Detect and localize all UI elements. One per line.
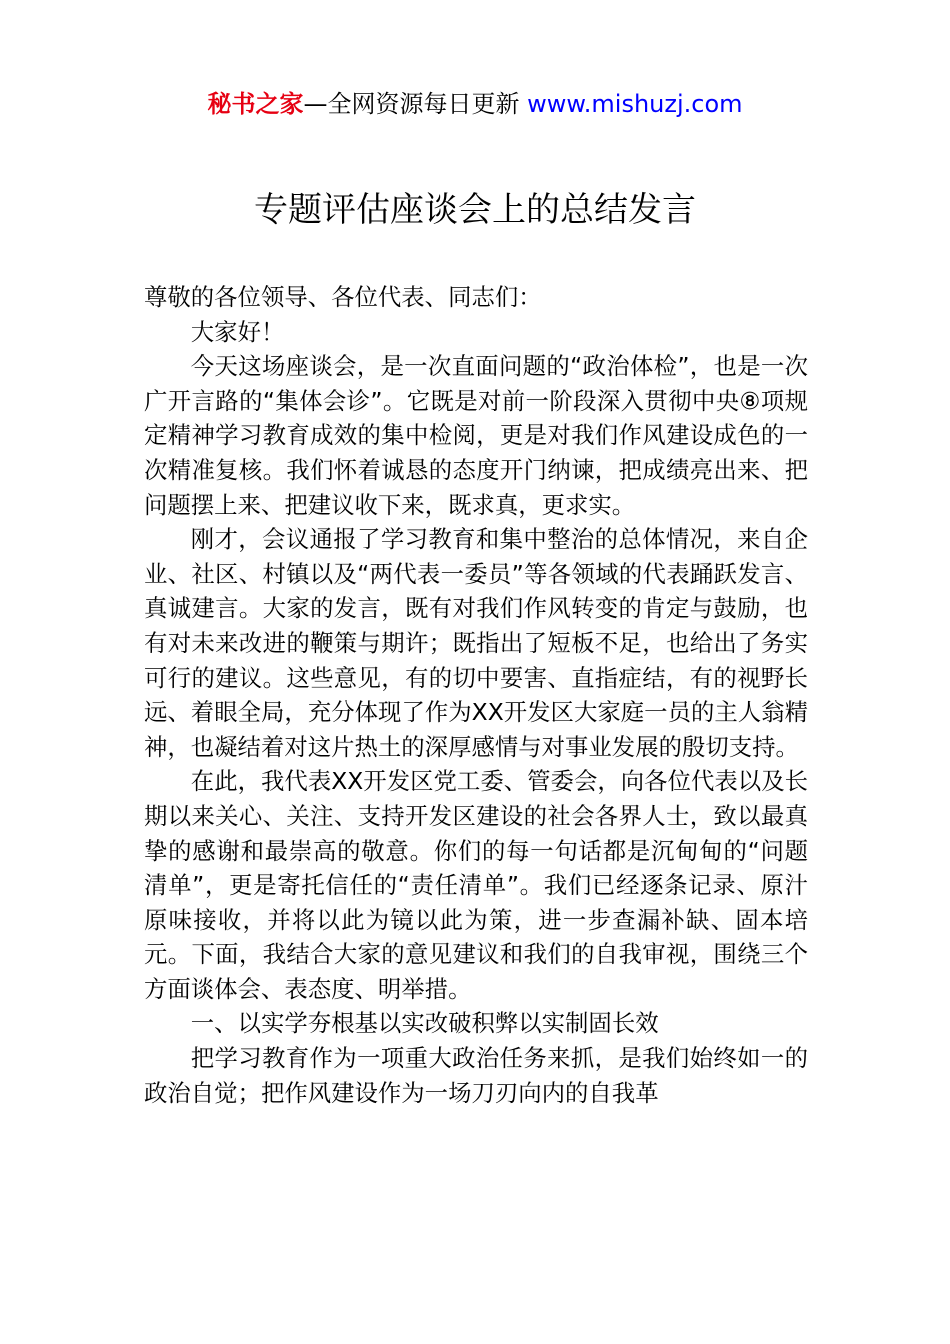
paragraph-section-1: 把学习教育作为一项重大政治任务来抓，是我们始终如一的政治自觉；把作风建设作为一场刀刃向内的自我革 — [144, 1044, 808, 1107]
paragraph-summary: 刚才，会议通报了学习教育和集中整治的总体情况，来自企业、社区、村镇以及“两代表一委员”等各领域的代表踊跃发言、真诚建言。大家的发言，既有对我们作风转变的肯定与鼓励，也有对未来改进的鞭策与期许；既指出了短板不足，也给出了务实可行的建议。这些意见，有的切中要害、直指症结，有的视野长远、着眼全局，充分体现了作为XX开发区大家庭一员的主人翁精神，也凝结着对这片热土的深厚感情与对事业发展的殷切支持。 — [144, 525, 808, 761]
paragraph-greeting: 大家好！ — [190, 317, 285, 346]
site-url-link[interactable]: www.mishuzj.com — [527, 90, 743, 118]
document-title: 专题评估座谈会上的总结发言 — [254, 190, 696, 230]
document-body — [144, 280, 808, 1110]
site-tagline: —全网资源每日更新 — [303, 90, 528, 118]
section-heading-1: 一、以实学夯根基以实改破积弊以实制固长效 — [190, 1009, 659, 1038]
site-header — [0, 88, 950, 120]
paragraph-thanks: 在此，我代表XX开发区党工委、管委会，向各位代表以及长期以来关心、关注、支持开发区建设的社会各界人士，致以最真挚的感谢和最崇高的敬意。你们的每一句话都是沉甸甸的“问题清单”，更是寄托信任的“责任清单”。我们已经逐条记录、原汁原味接收，并将以此为镜以此为策，进一步查漏补缺、固本培元。下面，我结合大家的意见建议和我们的自我审视，围绕三个方面谈体会、表态度、明举措。 — [144, 767, 808, 1003]
site-brand: 秘书之家 — [207, 90, 304, 118]
salutation: 尊敬的各位领导、各位代表、同志们： — [144, 283, 542, 311]
paragraph-intro: 今天这场座谈会，是一次直面问题的“政治体检”，也是一次广开言路的“集体会诊”。它既是对前一阶段深入贯彻中央⑧项规定精神学习教育成效的集中检阅，更是对我们作风建设成色的一次精准复核。我们怀着诚恳的态度开门纳谏，把成绩亮出来、把问题摆上来、把建议收下来，既求真，更求实。 — [144, 352, 808, 519]
